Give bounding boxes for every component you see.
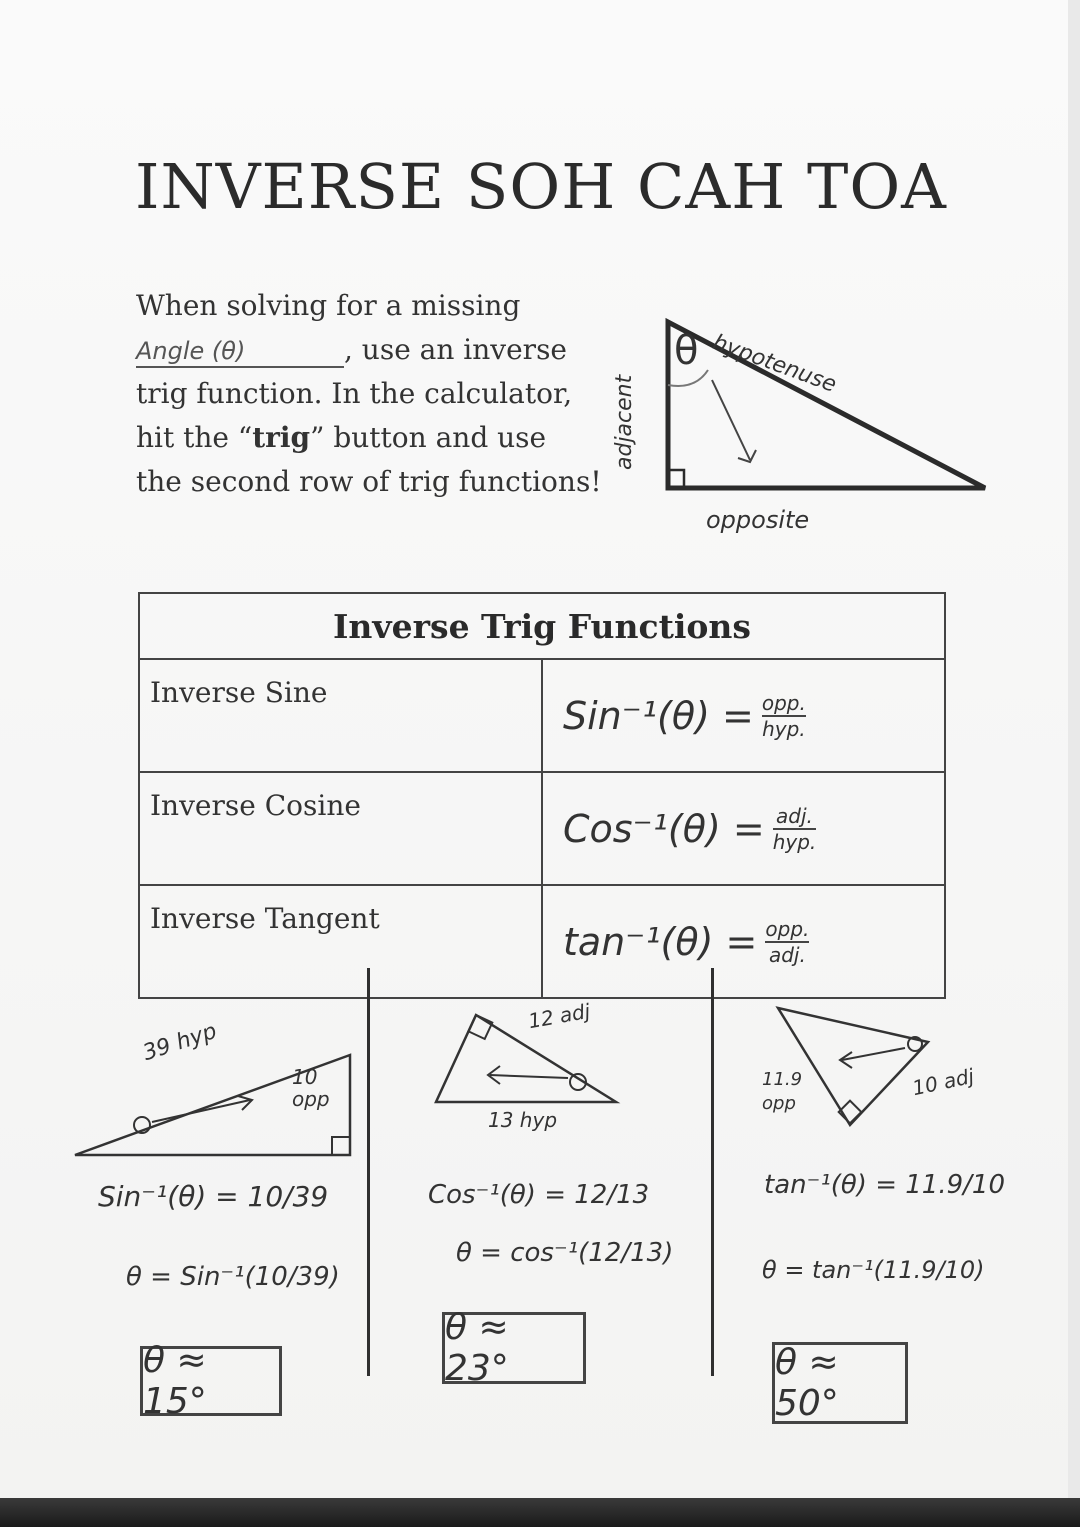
inverse-trig-table	[138, 592, 946, 999]
table-surface	[0, 1498, 1080, 1527]
formula-lhs: tan⁻¹(θ) =	[563, 919, 758, 964]
example-1-equation-1: Sin⁻¹(θ) = 10/39	[98, 1180, 329, 1213]
intro-line-3: trig function. In the calculator,	[136, 377, 573, 410]
intro-line-4	[136, 416, 606, 460]
page-edge	[1068, 0, 1080, 1527]
formula-denominator: adj.	[768, 942, 806, 967]
example-3-opp-label: 11.9 opp	[762, 1069, 803, 1114]
intro-trig-word: trig	[252, 421, 311, 454]
formula-numerator: adj.	[776, 803, 813, 828]
example-3-equation-1: tan⁻¹(θ) = 11.9/10	[764, 1170, 1005, 1200]
reference-triangle-diagram	[600, 290, 1000, 540]
fill-in-blank-answer: Angle (θ)	[136, 336, 344, 368]
example-2-equation-2: θ = cos⁻¹(12/13)	[456, 1238, 674, 1268]
formula-numerator: opp.	[765, 916, 810, 941]
function-name: Inverse Sine	[139, 659, 542, 772]
example-1-answer-box: θ ≈ 15°	[140, 1346, 282, 1416]
example-3-equation-2: θ = tan⁻¹(11.9/10)	[762, 1256, 985, 1284]
intro-line-4-a: hit the “	[136, 421, 253, 454]
table-row	[139, 772, 945, 885]
example-2-adj-label: 12 adj	[526, 998, 592, 1034]
formula-lhs: Sin⁻¹(θ) =	[563, 693, 754, 738]
example-3-answer-box: θ ≈ 50°	[772, 1342, 908, 1424]
function-formula	[542, 659, 945, 772]
page-title: INVERSE SOH CAH TOA	[135, 150, 947, 223]
example-3-adj-label: 10 adj	[910, 1063, 977, 1101]
example-1-opp-label: 10 opp	[292, 1065, 330, 1111]
function-name: Inverse Cosine	[139, 772, 542, 885]
formula-denominator: hyp.	[762, 716, 806, 741]
intro-line-2	[136, 328, 606, 372]
theta-symbol: θ	[674, 328, 699, 374]
function-formula	[542, 772, 945, 885]
function-formula	[542, 885, 945, 998]
hypotenuse-label: hypotenuse	[709, 330, 840, 398]
example-1-hyp-label: 39 hyp	[139, 1018, 220, 1067]
example-2-answer-box: θ ≈ 23°	[442, 1312, 586, 1384]
formula-denominator: hyp.	[772, 829, 817, 854]
intro-line-4-c: ” button and use	[310, 421, 547, 454]
table-header-row	[139, 593, 945, 659]
column-divider	[711, 968, 714, 1376]
example-2-equation-1: Cos⁻¹(θ) = 12/13	[428, 1180, 650, 1210]
table-row	[139, 659, 945, 772]
arrow-line	[712, 380, 750, 460]
table-header: Inverse Trig Functions	[139, 593, 945, 659]
intro-line-2-rest: , use an inverse	[344, 333, 568, 366]
formula-numerator: opp.	[761, 690, 806, 715]
function-name: Inverse Tangent	[139, 885, 542, 998]
formula-lhs: Cos⁻¹(θ) =	[563, 806, 765, 851]
table-row	[139, 885, 945, 998]
example-1-equation-2: θ = Sin⁻¹(10/39)	[126, 1262, 340, 1292]
adjacent-label: adjacent	[612, 374, 637, 470]
opposite-label: opposite	[706, 506, 810, 534]
intro-paragraph	[136, 284, 606, 504]
example-2-hyp-label: 13 hyp	[488, 1108, 558, 1132]
intro-line-5: the second row of trig functions!	[136, 465, 602, 498]
intro-line-1: When solving for a missing	[136, 289, 521, 322]
